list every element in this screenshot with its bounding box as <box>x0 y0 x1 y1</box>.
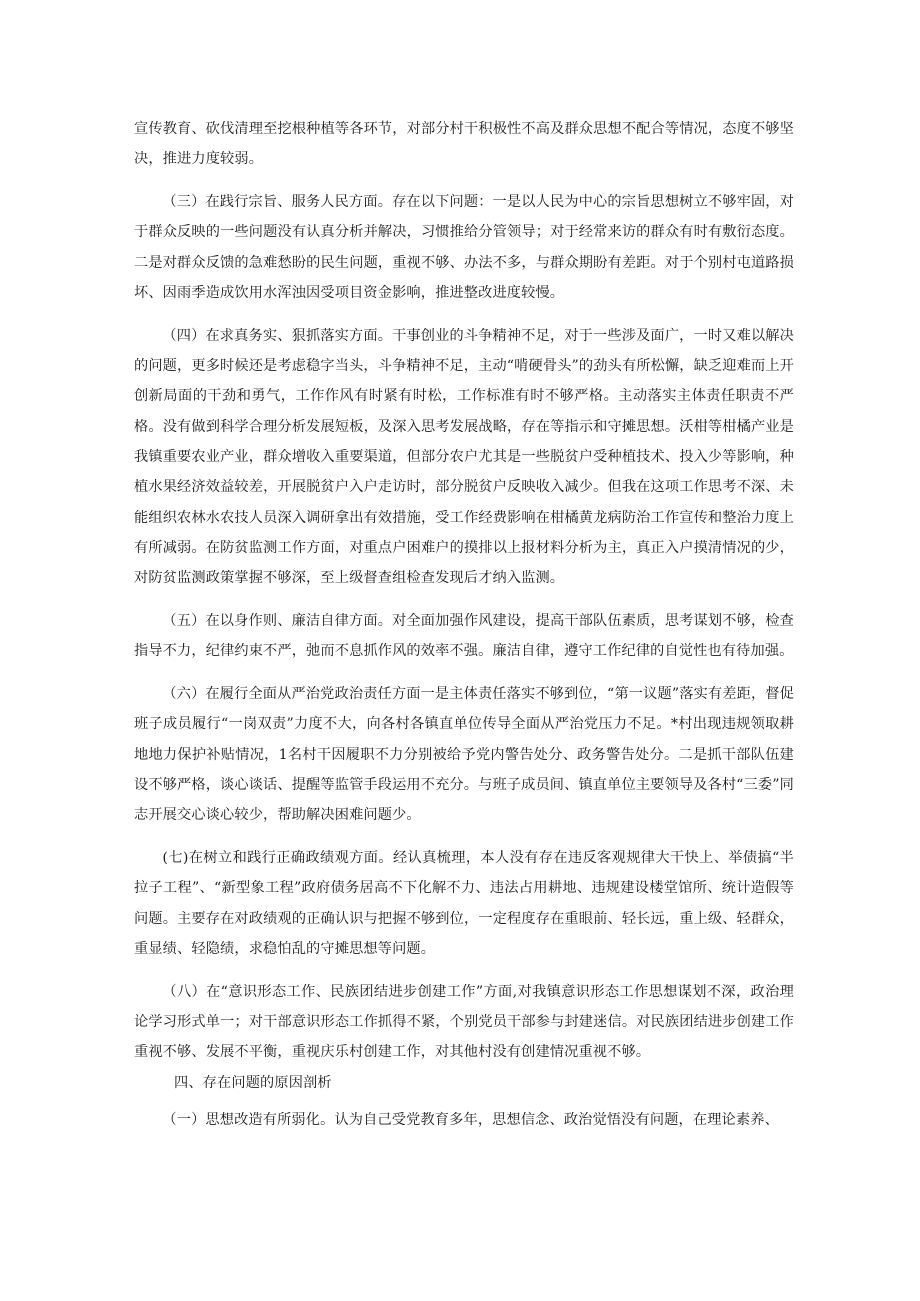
paragraph-continuation: 宣传教育、砍伐清理至挖根种植等各环节，对部分村干积极性不高及群众思想不配合等情况，态度不够坚决，推进力度较弱。 <box>134 121 794 168</box>
paragraph-section-6: （六）在履行全面从严治党政治责任方面一是主体责任落实不够到位，“第一议题”落实有差距，督促班子成员履行“一岗双责”力度不大，向各村各镇直单位传导全面从严治党压力不足。*村出现违规领取耕地地力保护补贴情况，1名村干因履职不力分别被给予党内警告处分、政务警告处分。二是抓干部队伍建设不够严格，谈心谈话、提醒等监管手段运用不充分。与班子成员间、镇直单位主要领导及各村“三委”同志开展交心谈心较少，帮助解决困难问题少。 <box>134 686 794 824</box>
paragraph-section-4: （四）在求真务实、狠抓落实方面。干事创业的斗争精神不足，对于一些涉及面广，一时又难以解决的问题，更多时候还是考虑稳字当头，斗争精神不足，主动“啃硬骨头”的劲头有所松懈，缺乏迎难而上开创新局面的干劲和勇气，工作作风有时紧有时松，工作标准有时不够严格。主动落实主体责任职责不严格。没有做到科学合理分析发展短板，及深入思考发展战略，存在等指示和守摊思想。沃柑等柑橘产业是我镇重要农业产业，群众增收入重要渠道，但部分农户尤其是一些脱贫户受种植技术、投入少等影响，种植水果经济效益较差，开展脱贫户入户走访时，部分脱贫户反映收入减少。但我在这项工作思考不深、未能组织农林水农技人员深入调研拿出有效措施，受工作经费影响在柑橘黄龙病防治工作宣传和整治力度上有所减弱。在防贫监测工作方面，对重点户困难户的摸排以上报材料分析为主，真正入户摸清情况的少，对防贫监测政策掌握不够深，至上级督查组检查发现后才纳入监测。 <box>134 327 794 587</box>
paragraph-section-3: （三）在践行宗旨、服务人民方面。存在以下问题：一是以人民为中心的宗旨思想树立不够牢固，对于群众反映的一些问题没有认真分析并解决，习惯推给分管领导；对于经常来访的群众有时有敷衍态度。二是对群众反馈的急难愁盼的民生问题，重视不够、办法不多，与群众期盼有差距。对于个别村屯道路损坏、因雨季造成饮用水浑浊因受项目资金影响，推进整改进度较慢。 <box>134 194 794 301</box>
section-heading: 四、存在问题的原因剖析 <box>174 1074 332 1091</box>
paragraph-section-5: （五）在以身作则、廉洁自律方面。对全面加强作风建设，提高干部队伍素质，思考谋划不够，检查指导不力，纪律约束不严，弛而不息抓作风的效率不强。廉洁自律，遵守工作纪律的自觉性也有待加强。 <box>134 612 794 660</box>
paragraph-cause-1: （一）思想改造有所弱化。认为自己受党教育多年，思想信念、政治觉悟没有问题，在理论素养、 <box>162 1111 779 1128</box>
paragraph-section-7: (七)在树立和践行正确政绩观方面。经认真梳理，本人没有存在违反客观规律大干快上、举债搞“半拉子工程”、“新型象工程”政府债务居高不下化解不力、违法占用耕地、违规建设楼堂馆所、统计造假等问题。主要存在对政绩观的正确认识与把握不够到位，一定程度存在重眼前、轻长远，重上级、轻群众，重显绩、轻隐绩，求稳怕乱的守摊思想等问题。 <box>134 850 794 957</box>
paragraph-section-8: （八）在“意识形态工作、民族团结进步创建工作”方面,对我镇意识形态工作思想谋划不深，政治理论学习形式单一；对干部意识形态工作抓得不紧，个别党员干部参与封建迷信。对民族团结进步创建工作重视不够、发展不平衡，重视庆乐村创建工作，对其他村没有创建情况重视不够。 <box>134 983 794 1061</box>
document-page <box>134 114 794 1135</box>
